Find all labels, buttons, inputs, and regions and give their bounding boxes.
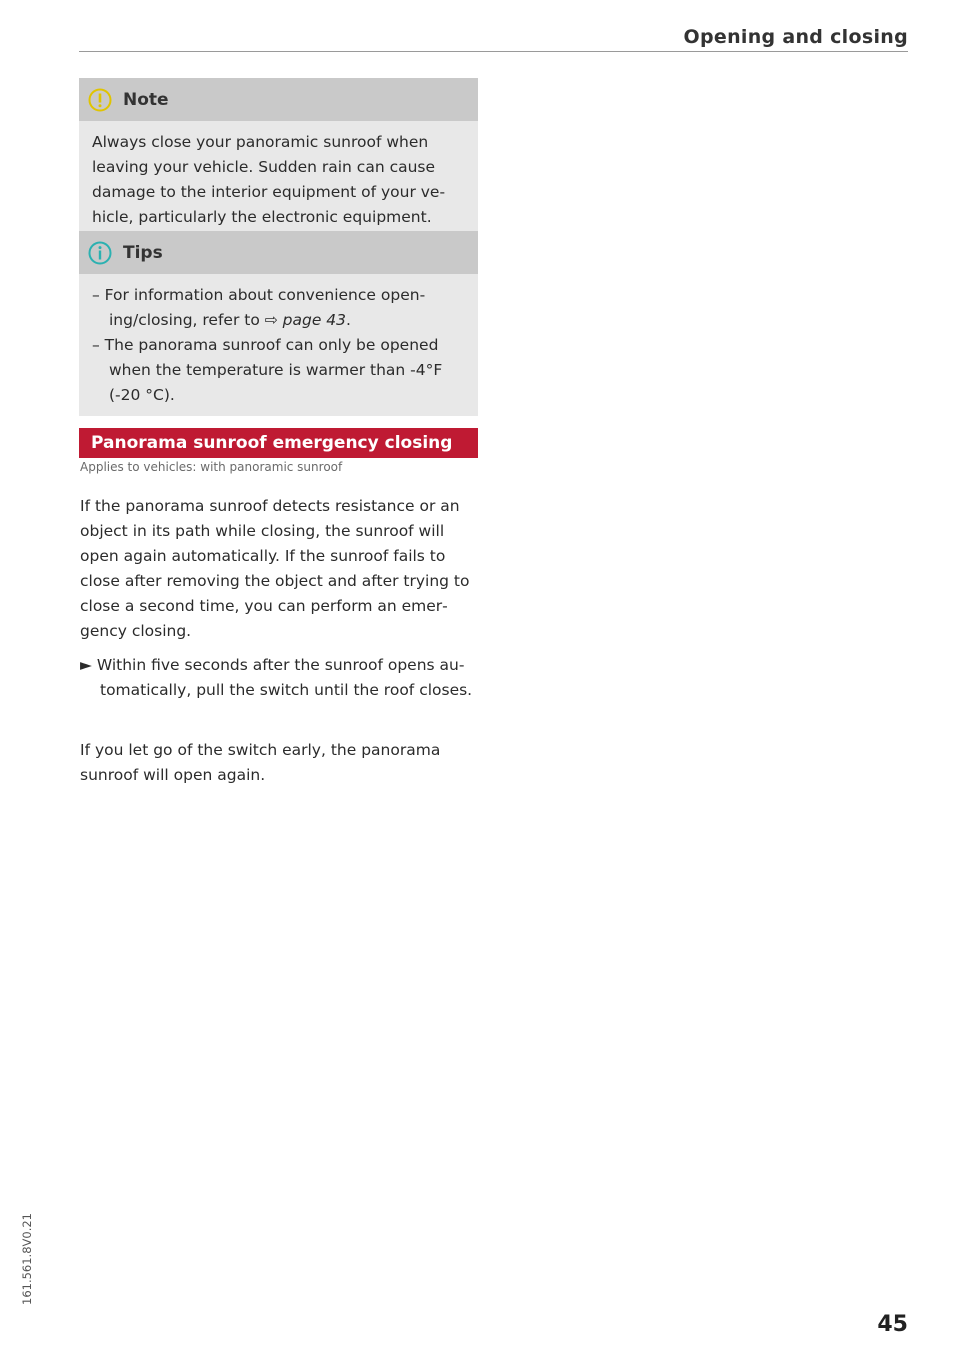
note-label: Note bbox=[123, 89, 169, 110]
intro-paragraph: If the panorama sunroof detects resistance or an object in its path while closing, the sunroof will open again automatically. If the sunroof fails to close after removing the object and after trying to close a second time, you can perform an emergency closing. bbox=[80, 497, 470, 640]
tip-item-text: – For information about convenience opening/closing, refer to bbox=[92, 286, 426, 329]
document-code: 161.561.8V0.21 bbox=[20, 1213, 34, 1305]
tips-label: Tips bbox=[123, 242, 163, 263]
note-header bbox=[79, 78, 478, 121]
applies-to-text: Applies to vehicles: with panoramic sunroof bbox=[80, 460, 343, 474]
tip-item-end: . bbox=[346, 311, 351, 329]
info-circle-icon bbox=[87, 240, 113, 266]
note-box bbox=[79, 78, 478, 238]
tip-item-temperature: – The panorama sunroof can only be opened when the temperature is warmer than -4°F (-20 °C). bbox=[92, 336, 443, 404]
note-text: Always close your panoramic sunroof when leaving your vehicle. Sudden rain can cause damage to the interior equipment of your vehicle, particularly the electronic equipment. bbox=[92, 133, 446, 226]
section-heading: Panorama sunroof emergency closing bbox=[79, 428, 478, 458]
instruction-step: ► Within five seconds after the sunroof opens automatically, pull the switch until the roof closes. bbox=[80, 656, 473, 699]
warning-circle-icon bbox=[87, 87, 113, 113]
header-divider bbox=[79, 51, 908, 52]
page-header-title: Opening and closing bbox=[683, 26, 908, 48]
page-number: 45 bbox=[877, 1312, 908, 1337]
tips-list bbox=[79, 274, 478, 416]
tips-box bbox=[79, 231, 478, 416]
tip-item-convenience bbox=[92, 283, 464, 333]
tips-header bbox=[79, 231, 478, 274]
page-reference-link[interactable]: ⇨ page 43 bbox=[264, 311, 347, 329]
closing-paragraph: If you let go of the switch early, the panorama sunroof will open again. bbox=[80, 741, 441, 784]
